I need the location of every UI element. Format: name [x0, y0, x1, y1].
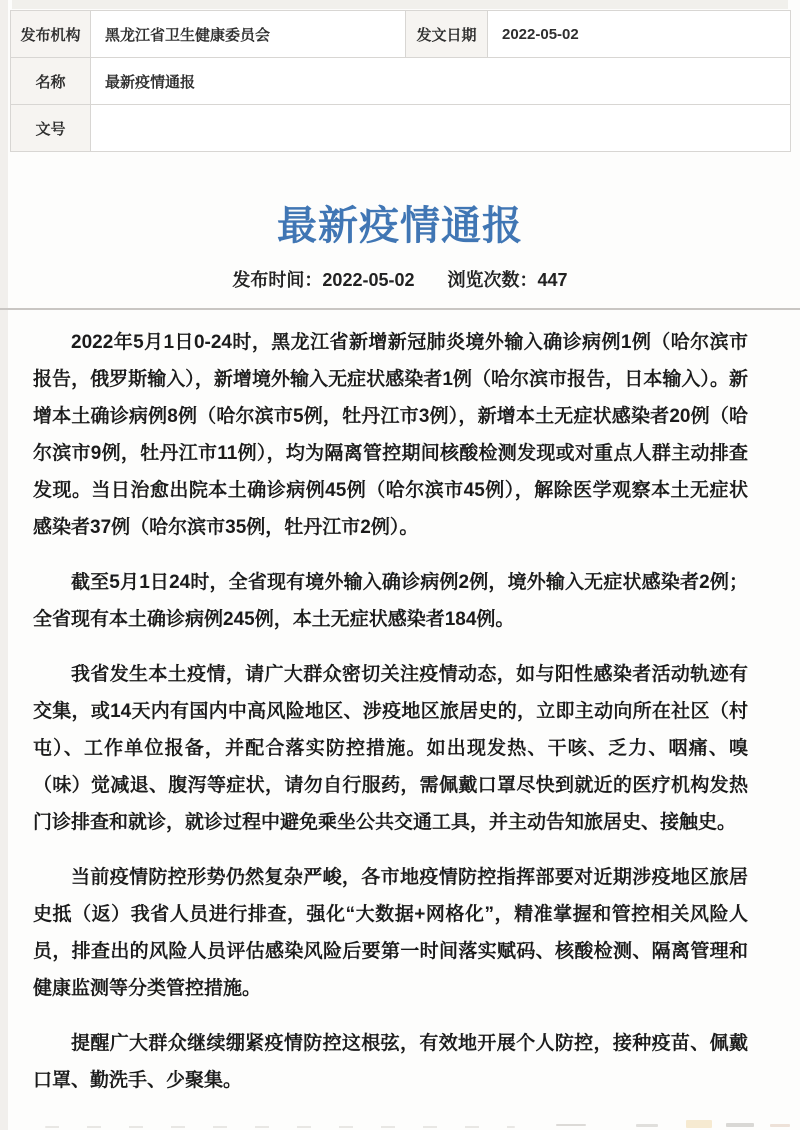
view-count-value: 447 — [537, 270, 568, 290]
artifact-mark — [636, 1124, 658, 1127]
cropped-table-row-remnant — [12, 0, 788, 9]
agency-value: 黑龙江省卫生健康委员会 — [91, 11, 406, 58]
publish-time-label: 发布时间： — [232, 270, 323, 290]
article-meta — [0, 266, 800, 292]
view-count-label: 浏览次数： — [447, 270, 538, 290]
document-info-table — [10, 10, 791, 152]
agency-label: 发布机构 — [11, 11, 91, 58]
issue-date-label: 发文日期 — [406, 11, 488, 58]
artifact-mark — [770, 1124, 790, 1127]
publish-time-value: 2022-05-02 — [322, 270, 415, 290]
page-left-edge — [0, 0, 8, 1130]
article-title: 最新疫情通报 — [277, 204, 523, 248]
artifact-mark — [726, 1123, 754, 1127]
issue-date-value: 2022-05-02 — [488, 11, 791, 58]
doc-number-label: 文号 — [11, 105, 91, 152]
artifact-mark — [686, 1120, 712, 1128]
artifact-mark — [556, 1124, 586, 1126]
doc-name-value: 最新疫情通报 — [91, 58, 791, 105]
paragraph-daily-update: 2022年5月1日0-24时，黑龙江省新增新冠肺炎境外输入确诊病例1例（哈尔滨市报告，俄罗斯输入），新增境外输入无症状感染者1例（哈尔滨市报告，日本输入）。新增本土确诊病例8例（哈尔滨市5例，牡丹江市3例），新增本土无症状感染者20例（哈尔滨市9例，牡丹江市11例），均为隔离管控期间核酸检测发现或对重点人群主动排查发现。当日治愈出院本土确诊病例45例（哈尔滨市45例），解除医学观察本土无症状感染者37例（哈尔滨市35例，牡丹江市2例）。 — [33, 332, 748, 538]
cropped-content-artifacts — [0, 1118, 800, 1130]
paragraph-control-measures: 当前疫情防控形势仍然复杂严峻，各市地疫情防控指挥部要对近期涉疫地区旅居史抵（返）我省人员进行排查，强化“大数据+网格化”，精准掌握和管控相关风险人员，排查出的风险人员评估感染风险后要第一时间落实赋码、核酸检测、隔离管理和健康监测等分类管控措施。 — [33, 867, 748, 999]
paragraph-public-guidance: 我省发生本土疫情，请广大群众密切关注疫情动态，如与阳性感染者活动轨迹有交集，或14天内有国内中高风险地区、涉疫地区旅居史的，立即主动向所在社区（村屯）、工作单位报备，并配合落实防控措施。如出现发热、干咳、乏力、咽痛、嗅（味）觉减退、腹泻等症状，请勿自行服药，需佩戴口罩尽快到就近的医疗机构发热门诊排查和就诊，就诊过程中避免乘坐公共交通工具，并主动告知旅居史、接触史。 — [33, 664, 748, 833]
article-body — [33, 324, 748, 1117]
info-row-agency — [11, 11, 791, 58]
artifact-mark — [45, 1126, 515, 1128]
doc-name-label: 名称 — [11, 58, 91, 105]
publish-time — [232, 270, 414, 290]
info-row-name — [11, 58, 791, 105]
paragraph-reminder: 提醒广大群众继续绷紧疫情防控这根弦，有效地开展个人防控，接种疫苗、佩戴口罩、勤洗手、少聚集。 — [33, 1033, 748, 1091]
view-count — [448, 270, 568, 290]
info-row-doc-number — [11, 105, 791, 152]
doc-number-value — [91, 105, 791, 152]
header-divider — [0, 308, 800, 310]
paragraph-current-totals: 截至5月1日24时，全省现有境外输入确诊病例2例，境外输入无症状感染者2例；全省现有本土确诊病例245例，本土无症状感染者184例。 — [33, 572, 748, 630]
